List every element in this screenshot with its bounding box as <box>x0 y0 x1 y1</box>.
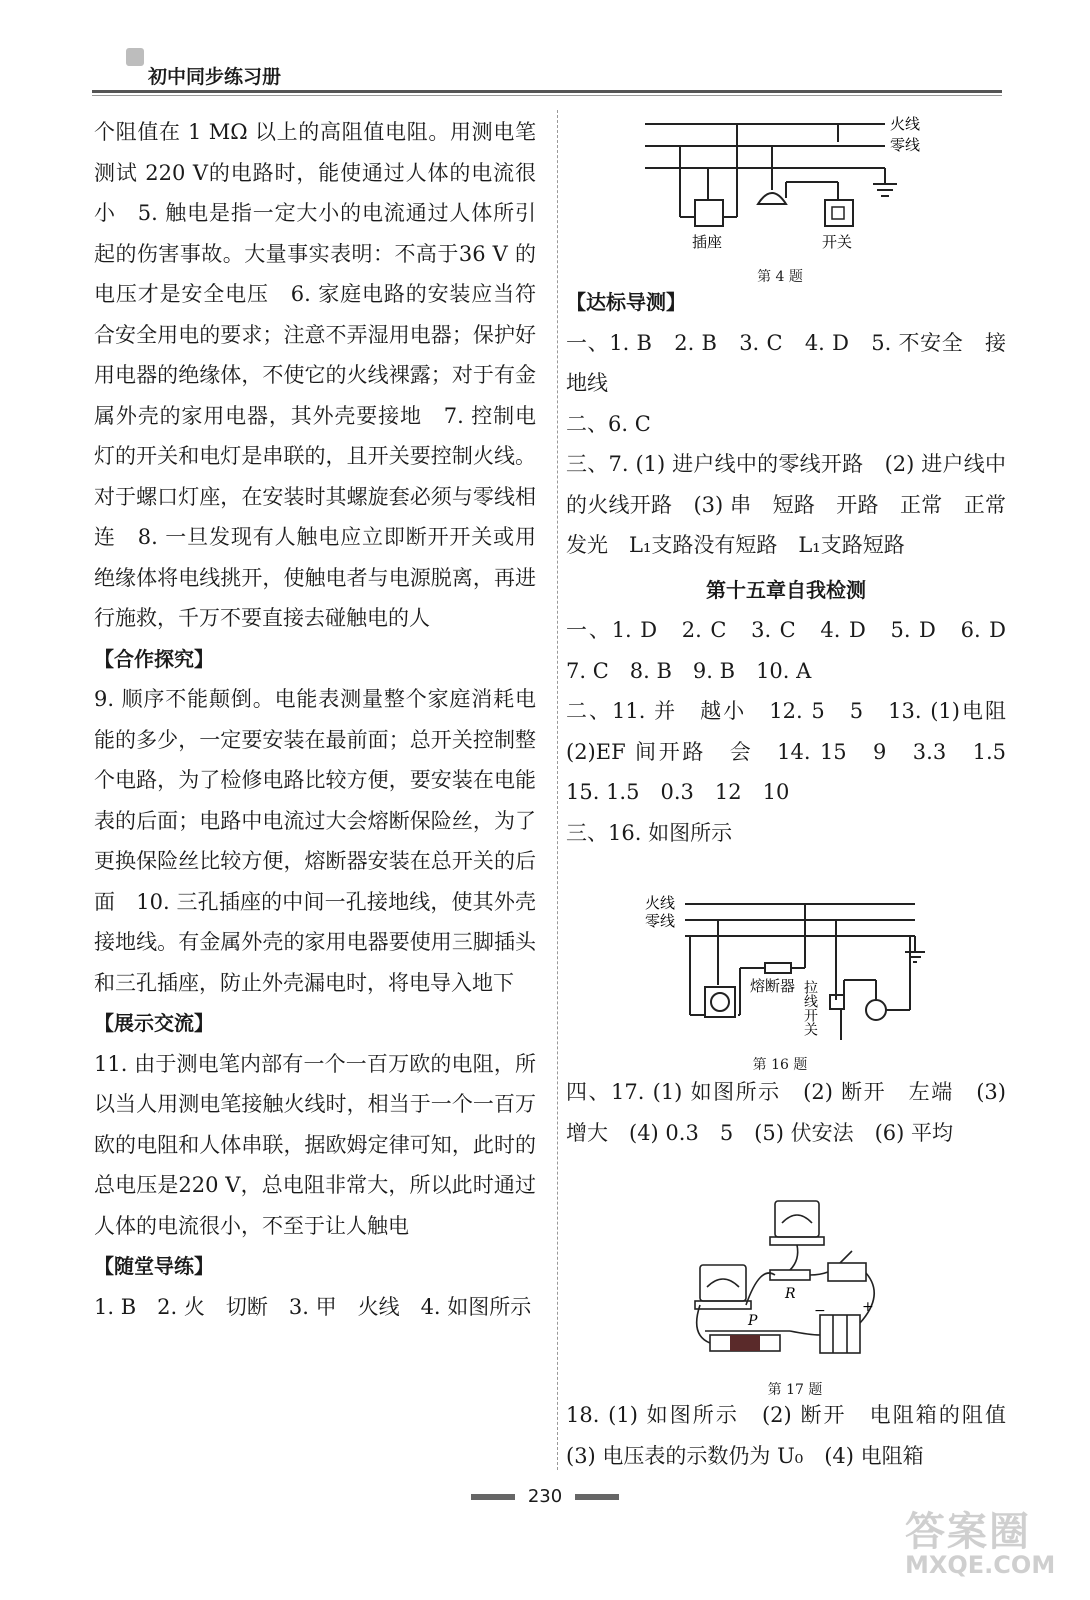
figure-4-diagram <box>640 112 940 262</box>
column-divider <box>557 110 558 1470</box>
header-title: 初中同步练习册 <box>148 66 282 88</box>
figure-17-diagram <box>690 1195 900 1375</box>
right-column-2 <box>566 1072 1006 1153</box>
answer-paragraph: 一、1. B 2. B 3. C 4. D 5. 不安全 接地线 <box>566 330 1006 395</box>
watermark-top-text: 答案圈 <box>905 1509 1031 1555</box>
fig17-minus-label: − <box>814 1303 826 1319</box>
fig16-pull-label: 拉线开关 <box>802 980 818 1036</box>
answer-paragraph: 二、11. 并 越小 12. 5 5 13. (1)电阻 (2)EF 间开路 会 14. 15 9 3.3 1.5 15. 1.5 0.3 12 10 <box>566 699 1027 804</box>
footer-bar-right <box>575 1494 619 1500</box>
watermark-bottom-text: MXQE.COM <box>905 1551 1056 1579</box>
answer-paragraph: 11. 由于测电笔内部有一个一百万欧的电阻，所以当人用测电笔接触火线时，相当于一个一百万欧的电阻和人体串联，据欧姆定律可知，此时的总电压是220 V，总电阻非常大，所以此时通过人体的电流很小，不至于让人触电 <box>94 1051 536 1238</box>
right-column-3 <box>566 1395 1027 1476</box>
footer-bar-left <box>471 1494 515 1500</box>
chapter-title: 第十五章自我检测 <box>706 577 866 602</box>
fig4-socket-label: 插座 <box>692 233 723 251</box>
section-heading: 【随堂导练】 <box>94 1254 214 1278</box>
page-number: 230 <box>527 1486 563 1507</box>
fig4-switch-label: 开关 <box>822 233 853 251</box>
answer-paragraph: 三、7. (1) 进户线中的零线开路 (2) 进户线中的火线开路 (3) 串 短路 开路 正常 正常发光 L₁支路没有短路 L₁支路短路 <box>566 452 1006 557</box>
header-rule-thin <box>92 95 1002 96</box>
figure-17-caption: 第 17 题 <box>767 1382 823 1398</box>
answer-paragraph: 18. (1) 如图所示 (2) 断开 电阻箱的阻值 (3) 电压表的示数仍为 U₀ (4) 电阻箱 <box>566 1403 1027 1468</box>
watermark-logo <box>905 1500 1056 1590</box>
fig16-fuse-label: 熔断器 <box>750 977 796 995</box>
figure-16-caption: 第 16 题 <box>752 1057 808 1073</box>
answer-paragraph: 四、17. (1) 如图所示 (2) 断开 左端 (3) 增大 (4) 0.3 5 (5) 伏安法 (6) 平均 <box>566 1080 1006 1145</box>
fig4-fire-label: 火线 <box>890 115 921 133</box>
answer-paragraph: 二、6. C <box>566 411 651 436</box>
figure-16-diagram <box>640 890 940 1050</box>
fig17-r-label: R <box>785 1286 796 1302</box>
fig4-zero-label: 零线 <box>890 136 921 154</box>
figure-16 <box>640 890 940 1073</box>
fig16-zero-label: 零线 <box>645 912 676 930</box>
answer-paragraph: 三、16. 如图所示 <box>566 820 733 845</box>
section-heading: 【达标导测】 <box>566 290 686 314</box>
header-rule <box>92 90 1002 93</box>
figure-4 <box>640 112 940 285</box>
section-heading: 【展示交流】 <box>94 1011 214 1035</box>
right-column <box>566 282 1027 853</box>
fig17-plus-label: + <box>862 1299 874 1315</box>
answer-paragraph: 1. B 2. 火 切断 3. 甲 火线 4. 如图所示 <box>94 1294 532 1319</box>
figure-17 <box>690 1195 900 1398</box>
fig16-fire-label: 火线 <box>645 894 676 912</box>
figure-4-caption: 第 4 题 <box>757 269 803 285</box>
header-square-icon <box>126 48 144 66</box>
section-heading: 【合作探究】 <box>94 646 214 671</box>
left-column <box>94 112 536 1327</box>
answer-paragraph: 一、1. D 2. C 3. C 4. D 5. D 6. D 7. C 8. B 9. B 10. A <box>566 618 1027 683</box>
page-header <box>92 48 1002 98</box>
answer-paragraph: 个阻值在 1 MΩ 以上的高阻值电阻。用测电笔测试 220 V的电路时，能使通过人体的电流很小 5. 触电是指一定大小的电流通过人体所引起的伤害事故。大量事实表明：不高于36 V 的电压才是安全电压 6. 家庭电路的安装应当符合安全用电的要求；注意不弄湿用电器；保护好用电器的绝缘体，不使它的火线裸露；对于有金属外壳的家用电器，其外壳要接地 7. 控制电灯的开关和电灯是串联的，且开关要控制火线。对于螺口灯座，在安装时其螺旋套必须与零线相连 8. 一旦发现有人触电应立即断开开关或用绝缘体将电线挑开，使触电者与电源脱离，再进行施救，千万不要直接去碰触电的人 <box>94 120 536 630</box>
fig17-p-label: P <box>748 1313 758 1329</box>
answer-paragraph: 9. 顺序不能颠倒。电能表测量整个家庭消耗电能的多少，一定要安装在最前面；总开关控制整个电路，为了检修电路比较方便，要安装在电能表的后面；电路中电流过大会熔断保险丝，为了更换保险丝比较方便，熔断器安装在总开关的后面 10. 三孔插座的中间一孔接地线，使其外壳接地线。有金属外壳的家用电器要使用三脚插头和三孔插座，防止外壳漏电时，将电导入地下 <box>94 687 536 995</box>
